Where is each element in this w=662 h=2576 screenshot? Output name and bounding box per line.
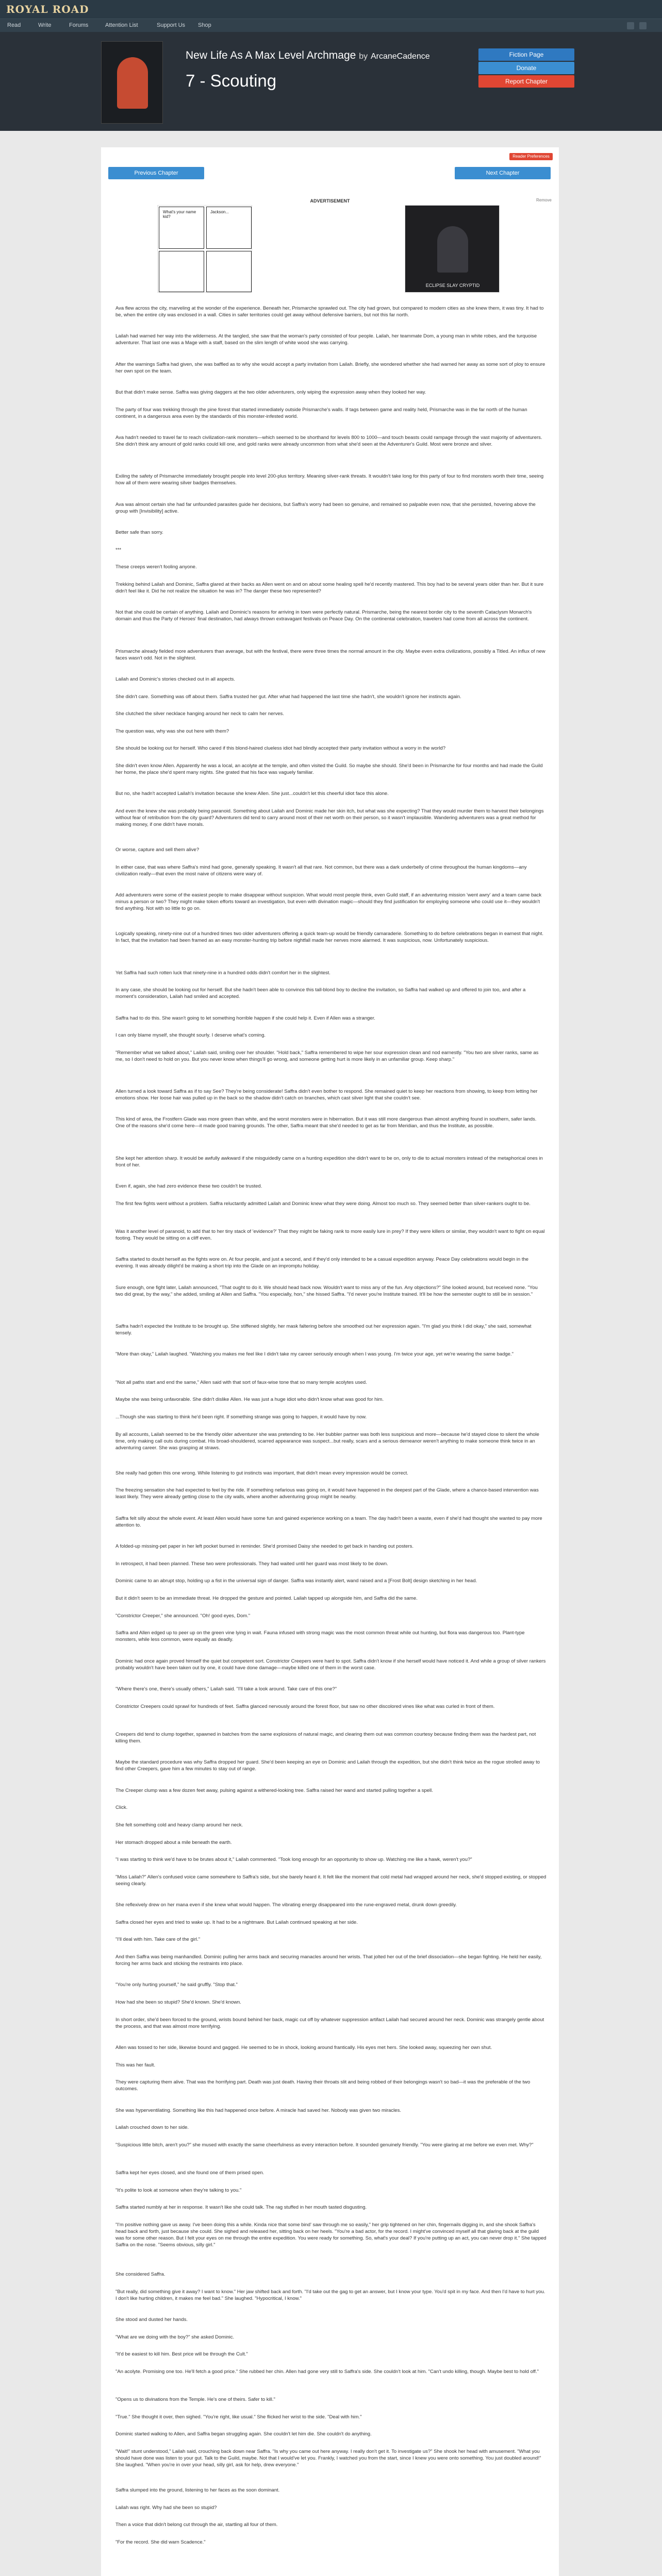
chapter-paragraph: "I'll deal with him. Take care of the girl." xyxy=(115,1937,201,1943)
chapter-paragraph: "Not all paths start and end the same," Allen said with that sort of faux-wise tone that so many temple acolytes used. xyxy=(115,1379,367,1385)
chapter-paragraph: Allen was tossed to her side, likewise bound and gagged. He seemed to be in shock, looking around frantically. His eyes met hers. She looked away, squeezing her own shut. xyxy=(115,2045,492,2050)
chapter-paragraph: "Suspicious little bitch, aren't you?" she mused with exactly the same cheerfulness as every interaction before. It sounded genuinely friendly. "You were glaring at me before we even met. Why?" xyxy=(115,2142,534,2148)
donate-button[interactable]: Donate xyxy=(478,62,574,74)
chapter-paragraph: "But really, did something give it away? I want to know." Her jaw shifted back and forth. "I'd take out the gag to get an answer, but I know your type. You'd spit in my face. And then I'd have to hurt you. I don't like hurting children, it makes me feel bad." She laughed. "Hypocritical, I know." xyxy=(115,2289,545,2301)
fiction-title[interactable]: New Life As A Max Level Archmage by ArcaneCadence xyxy=(186,49,430,61)
nav-item-write[interactable]: Write xyxy=(38,22,52,28)
chapter-paragraph: Saffra felt silly about the whole event. At least Allen would have some fun and gained experience working on a team. The day hadn't been a waste, even if she'd had thought she wanted to pay more attention to. xyxy=(115,1515,542,1528)
chapter-paragraph: A folded-up missing-pet paper in her left pocket burned in reminder. She'd promised Daisy she needed to get back in handing out posters. xyxy=(115,1544,413,1550)
chapter-paragraph: She kept her attention sharp. It would be awfully awkward if she misguidedly came on a hunting expedition she didn't want to be on, only to die to actual monsters instead of the metaphorical ones in front of her. xyxy=(115,1155,543,1168)
chapter-title: 7 - Scouting xyxy=(186,71,277,90)
chapter-paragraph: Ava hadn't needed to travel far to reach civilization-rank monsters—which seemed to be shorthand for levels 800 to 1000—and touch beasts could rampage through the vast majority of adventurers. She didn't think any amount of gold ranks could kill one, and gold ranks were already uncommon from what she'd seen at the Adventurer's Guild. Most were bronze and silver. xyxy=(115,435,542,448)
next-chapter-button[interactable]: Next Chapter xyxy=(455,167,551,179)
chapter-paragraph: "Miss Lailah?" Allen's confused voice came somewhere to Saffra's side, but she barely heard it. It felt like the moment that cold metal had wrapped around her neck, she'd stopped existing, or stopped seeing clearly. xyxy=(115,1874,547,1887)
chapter-paragraph: By all accounts, Lailah seemed to be the friendly older adventurer she was pretending to be. Her bubbler partner was both less suspicious and more—because he'd stayed close to silent the whole time, only making call outs during combat. His broad-shouldered, scarred appearance was suspect...but really, scars and a serious demeanor weren't anything to make someone think twice in an adventuring career. She was grasping at straws. xyxy=(115,1431,539,1451)
user-menu-icon[interactable] xyxy=(639,22,647,29)
notifications-icon[interactable] xyxy=(627,22,634,29)
chapter-paragraph: "For the record. She did warn Scadence." xyxy=(115,2539,206,2545)
chapter-paragraph: Add adventurers were some of the easiest people to make disappear without suspicion. What would most people think, even Guild staff, if an adventuring mission 'went awry' and a team came back minus a person or two? They might make token efforts toward an investigation, but even with divination magic—should they find justification for employing someone who could use it—they wouldn't find anything. Not with so little to go on. xyxy=(115,892,542,912)
chapter-paragraph: Ava flew across the city, marveling at the wonder of the experience. Beneath her, Prismarche sprawled out. The city had grown, but compared to modern cities as she knew them, it was tiny. It had to be, when the entire city was enclosed in a wall. Cities in safer territories could get away without defensive barriers, but not this far north. xyxy=(115,306,544,318)
chapter-paragraph: She clutched the silver necklace hanging around her neck to calm her nerves. xyxy=(115,711,284,717)
chapter-paragraph: "True." She thought it over, then sighed. "You're right, like usual." She flicked her wrist to the side. "Deal with him." xyxy=(115,2414,362,2420)
chapter-paragraph: She reflexively drew on her mana even if she knew what would happen. The vibrating energy disappeared into the rune-engraved metal, drunk down greedily. xyxy=(115,1902,457,1908)
chapter-paragraph: She felt something cold and heavy clamp around her neck. xyxy=(115,1822,243,1828)
chapter-paragraph: After the warnings Saffra had given, she was baffled as to why she would accept a party invitation from Lailah. Briefly, she wondered whether she had warned her away as some sort of ploy to ensure her own spot on the team. xyxy=(115,361,545,374)
nav-item-support-us[interactable]: Support Us xyxy=(157,22,186,28)
chapter-paragraph: Lailah had warned her way into the wilderness. At the tangled, she saw that the woman's party consisted of four people. Lailah, her teammate Dom, a young man in white robes, and the turquoise adventurer. That last one was a Mage with a staff, based on the slim length of white wood she was carrying. xyxy=(115,333,537,346)
chapter-paragraph: Dominic came to an abrupt stop, holding up a fist in the universal sign of danger. Saffra was instantly alert, wand raised and a [Frost Bolt] design sketching in her head. xyxy=(115,1578,477,1584)
chapter-paragraph: Dominic had once again proved himself the quiet but competent sort. Constrictor Creepers were hard to spot. Saffra didn't know if she herself would have noticed it. And while a group of silver rankers probably wouldn't have been taken out by one, it could have done damage—maybe killed one of them in the worst case. xyxy=(115,1658,546,1671)
chapter-paragraph: And even the knew she was probably being paranoid. Something about Lailah and Dominic made her skin itch, but what was she expecting? That they would murder them to harvest their belongings without fear of retribution from the city guard? Adventurers did tend to carry around most of their net worth on their person, so it wasn't implausible. Wandering adventurers was a great method for making money, if one didn't have morals. xyxy=(115,808,544,827)
chapter-paragraph: The Creeper clump was a few dozen feet away, pulsing against a withered-looking tree. Saffra raised her wand and started pulling together a spell. xyxy=(115,1787,433,1793)
chapter-paragraph: Lailah was right. Why had she been so stupid? xyxy=(115,2504,217,2511)
fiction-cover-image[interactable] xyxy=(101,41,163,124)
reader-preferences-button[interactable]: Reader Preferences xyxy=(509,153,553,160)
chapter-paragraph: She really had gotten this one wrong. While listening to gut instincts was important, that didn't mean every impression would be correct. xyxy=(115,1470,408,1476)
chapter-paragraph: "Opens us to divinations from the Temple. He's one of theirs. Safer to kill." xyxy=(115,2397,275,2403)
chapter-paragraph: Lailah and Dominic's stories checked out in all aspects. xyxy=(115,676,236,682)
chapter-paragraph: This was her fault. xyxy=(115,2062,156,2068)
chapter-paragraph: This kind of area, the Frostfern Glade was more green than white, and the worst monsters were in hibernation. But it was still more dangerous than almost anything found in southern, safer lands. One of the reasons she'd come here—it made good training grounds. The other, Saffra meant that she'd needed to get as far from Meridian, and thus the Institute, as possible. xyxy=(115,1116,537,1129)
chapter-paragraph: Was it another level of paranoid, to add that to her tiny stack of 'evidence?' That they might be faking rank to more easily lure in prey? If they were killers or similar, they wouldn't want to fight on equal footing. They would be sitting on a cliff even. xyxy=(115,1229,545,1241)
chapter-paragraph: In retrospect, it had been planned. These two were professionals. They had waited until her guard was most likely to be down. xyxy=(115,1561,388,1567)
chapter-paragraph: Saffra had to do this. She wasn't going to let something horrible happen if she could help it. Even if Allen was a stranger. xyxy=(115,1015,375,1021)
chapter-paragraph: Saffra started to doubt herself as the fights wore on. At four people, and just a second, and if they'd only intended to be a casual expedition anyway. Peace Day celebrations would begin in the evening. It was already dilight'd be making a short trip into the Glade on an impromptu holiday. xyxy=(115,1257,529,1269)
chapter-paragraph: In short order, she'd been forced to the ground, wrists bound behind her back, magic cut off by whatever suppression artifact Lailah had secured around her neck. Dominic was strangely gentle about the process, and that was almost more terrifying. xyxy=(115,2016,544,2029)
chapter-paragraph: The party of four was trekking through the pine forest that started immediately outside Prismarche's walls. If tags between game and reality held, Prismarche was in the far north of the human continent, in a dangerous area even by the standards of this monster-infested world. xyxy=(115,406,527,419)
main-nav xyxy=(0,19,662,32)
chapter-paragraph: Prismarche already fielded more adventurers than average, but with the festival, there were three times the normal amount in the city. Maybe even extra civilizations, possibly a Titled. An influx of new faces wasn't odd. Not in the slightest. xyxy=(115,648,545,661)
site-header xyxy=(0,0,662,19)
chapter-paragraph: The question was, why was she out here with them? xyxy=(115,728,229,734)
chapter-paragraph: Saffra slumped into the ground, listening to her faces as the soon dominant. xyxy=(115,2487,280,2494)
nav-item-shop[interactable]: Shop xyxy=(198,22,211,28)
chapter-paragraph: "More than okay," Lailah laughed. "Watching you makes me feel like I didn't take my career seriously enough when I was young. I'm twice your age, yet we're wearing the same badge." xyxy=(115,1351,514,1358)
chapter-paragraph: She considered Saffra. xyxy=(115,2272,166,2277)
chapter-paragraph: They were capturing them alive. That was the horrifying part. Death was just death. Having their throats slit and being robbed of their belongings wasn't so bad—it was the preferable of the two outcomes. xyxy=(115,2079,531,2092)
chapter-paragraph: The first few fights went without a problem. Saffra reluctantly admitted Lailah and Dominic knew what they were doing. Almost too much so. They seemed better than silver-rankers ought to be. xyxy=(115,1200,531,1207)
chapter-paragraph: "What are we doing with the boy?" she asked Dominic. xyxy=(115,2334,235,2340)
chapter-paragraph: Not that she could be certain of anything. Lailah and Dominic's reasons for arriving in town were perfectly natural. Prismarche, being the nearest border city to the seventh Cataclysm Monarch's domain and thus the Party of Heroes' final destination, had always thrown extravagant festivals on Peace Day. On the continental celebration, travelers had come from all across the continent. xyxy=(115,609,532,622)
chapter-paragraph: But it didn't seem to be an immediate threat. He dropped the gesture and pointed. Lailah tapped up alongside him, and Saffra did the same. xyxy=(115,1596,418,1601)
chapter-paragraph: Creepers did tend to clump together, spawned in batches from the same explosions of natural magic, and clearing them out was common courtesy because finding them was the hardest part, not killing them. xyxy=(115,1732,536,1744)
chapter-paragraph: "You're only hurting yourself," he said gruffly. "Stop that." xyxy=(115,1982,238,1988)
chapter-paragraph: In either case, that was where Saffra's mind had gone, generally speaking. It wasn't all that rare. Not common, but there was a dark underbelly of crime throughout the human kingdoms—any civilization really—that even the most naive of citizens were wary of. xyxy=(115,864,527,877)
game-ad-eclipse[interactable]: ECLIPSE SLAY CRYPTID xyxy=(405,205,500,293)
chapter-paragraph: But that didn't make sense. Saffra was giving daggers at the two older adventurers, only wiping the expression away when they looked her way. xyxy=(115,389,426,396)
chapter-paragraph: "Remember what we talked about," Lailah said, smiling over her shoulder. "Hold back," Saffra remembered to wipe her sour expression clean and nod earnestly. "You two are silver ranks, same as me, so I don't need to hold on you. But you never know when things'll go wrong, and someone getting hurt is more likely in an unfamiliar group. Keep sharp." xyxy=(115,1049,539,1062)
report-chapter-button[interactable]: Report Chapter xyxy=(478,75,574,88)
chapter-paragraph: "An acolyte. Promising one too. He'll fetch a good price." She rubbed her chin. Allen had gone very still to Saffra's side. She couldn't look at him. "Can't undo killing, though. Maybe best to hold off." xyxy=(115,2368,539,2375)
chapter-paragraph: She should be looking out for herself. Who cared if this blond-haired clueless idiot had blindly accepted their party invitation without a worry in the world? xyxy=(115,745,446,752)
chapter-paragraph: In any case, she should be looking out for herself. But she hadn't been able to convince this tall-blond boy to decline the invitation, so Saffra had walked up and offered to join too, and after a moment's consideration, Lailah had smiled and accepted. xyxy=(115,987,526,1000)
comic-ad[interactable] xyxy=(157,205,252,293)
chapter-paragraph: Saffra hadn't expected the Institute to be brought up. She stiffened slightly, her mask faltering before she smoothed out her expression again. "I'm glad you think I did okay," she said, somewhat tensely. xyxy=(115,1324,532,1336)
nav-item-read[interactable]: Read xyxy=(7,22,21,28)
advertisement-label: ADVERTISEMENT xyxy=(310,198,350,204)
fiction-author-link[interactable]: ArcaneCadence xyxy=(370,52,430,61)
chapter-paragraph: How had she been so stupid? She'd known. She'd known. xyxy=(115,1999,241,2005)
chapter-paragraph: Even if, again, she had zero evidence these two couldn't be trusted. xyxy=(115,1183,262,1189)
chapter-paragraph: These creeps weren't fooling anyone. xyxy=(115,564,197,570)
chapter-paragraph: And then Saffra was being manhandled. Dominic pulling her arms back and securing manacles around her wrists. That jolted her out of the brief dissociation—she began fighting. He held her easily, forcing her arms back and sticking the restraints into place. xyxy=(115,1954,542,1967)
chapter-paragraph: I can only blame myself, she thought sourly. I deserve what's coming. xyxy=(115,1032,266,1039)
nav-item-forums[interactable]: Forums xyxy=(69,22,89,28)
chapter-paragraph: Her stomach dropped about a mile beneath the earth. xyxy=(115,1839,232,1845)
chapter-paragraph: "I was starting to think we'd have to be brutes about it," Lailah commented. "Took long enough for an opportunity to show up. Watching me like a hawk, weren't you?" xyxy=(115,1857,472,1863)
chapter-paragraph: Allen turned a look toward Saffra as if to say See? They're being considerate! Saffra didn't even bother to respond. She remained quiet to keep her reactions from showing, to keep from letting her emotions show. Her loose hair was pulled up in the back so the shadow didn't catch on branches, which cast silver light that she couldn't see. xyxy=(115,1089,538,1101)
chapter-paragraph: Better safe than sorry. xyxy=(115,530,163,536)
chapter-paragraph: Saffra closed her eyes and tried to wake up. It had to be a nightmare. But Lailah continued speaking at her side. xyxy=(115,1919,358,1925)
chapter-paragraph: Saffra and Allen edged up to peer up on the green vine lying in wait. Fauna infused with strong magic was the most common threat while out hunting, but flora was dangerous too. Plant-type monsters, while less common, were equally as deadly. xyxy=(115,1630,525,1643)
chapter-paragraph: Sure enough, one fight later, Lailah announced, "That ought to do it. We should head back now. Wouldn't want to miss any of the fun. Any objections?" She looked around, but received none. "You two did great, by the way," she added, smiling at Allen and Saffra. "You especially, hon," she hissed Saffra. "I'd never you're Institute trained. It'll be how the semester ought to still be in session." xyxy=(115,1284,538,1297)
chapter-paragraph: Constrictor Creepers could sprawl for hundreds of feet. Saffra glanced nervously around the forest floor, but saw no other discolored vines like what was curled in front of them. xyxy=(115,1703,495,1709)
chapter-paragraph: Lailah crouched down to her side. xyxy=(115,2125,189,2131)
chapter-paragraph: *** xyxy=(115,547,122,553)
chapter-paragraph: Logically speaking, ninety-nine out of a hundred times two older adventurers offering a quick team-up would be friendly camaraderie. Something to do before celebrations began in earnest that night. In fact, that the invitation had been framed as an easy monster-hunting trip before nightfall made her nerves more alarmed. It was suspicious, now. Unfortunately suspicious. xyxy=(115,931,543,944)
chapter-paragraph: The freezing sensation she had expected to feel by the ride. If something nefarious was going on, it would have happened in the deepest part of the Glade, where a chance-based intervention was least likely. They were already getting close to the city walls, where another adventuring group might be nearby. xyxy=(115,1487,539,1500)
chapter-paragraph: Saffra started numbly at her in response. It wasn't like she could talk. The rag stuffed in her mouth tasted disgusting. xyxy=(115,2205,367,2211)
comic-speech-2: Jackson... xyxy=(210,210,229,214)
fiction-page-button[interactable]: Fiction Page xyxy=(478,48,574,61)
chapter-paragraph: "It'd be easiest to kill him. Best price will be through the Cult." xyxy=(115,2351,248,2358)
comic-speech-1: What's your name kid? xyxy=(163,210,196,219)
chapter-paragraph: She didn't care. Something was off about them. Saffra trusted her gut. After what had happened the last time she hadn't, she wouldn't ignore her instincts again. xyxy=(115,693,461,700)
chapter-paragraph: "I'm positive nothing gave us away. I've been doing this a while. Kinda nice that some bind' saw through me so easily," her grip tightened on her chin, fingernails digging in, and she shook Saffra's head back and forth, just because she could. She sighed and released her, sitting back on her heels. "You're a bad actor, for the record. I might've convinced myself all that glaring back at the guild was for some other reason. But I felt your eyes on me through the entire expedition. You were ready for something. So, what's your deal? If you're putting up an act, you can never drop it." She tapped Saffra on the nose. "Seems obvious, silly girl." xyxy=(115,2222,547,2248)
chapter-paragraph: Maybe the standard procedure was why Saffra dropped her guard. She'd been keeping an eye on Dominic and Lailah through the expedition, but she didn't think twice as the rogue strolled away to find other Creepers, gave him a few minutes to stay out of range. xyxy=(115,1759,540,1772)
chapter-paragraph: Trekking behind Lailah and Dominic, Saffra glared at their backs as Allen went on and on about some healing spell he'd recently mastered. This boy had to be several years older than her. But it sure didn't feel like it. Did he not realize the situation he was in? The danger these two represented? xyxy=(115,582,544,594)
previous-chapter-button[interactable]: Previous Chapter xyxy=(108,167,204,179)
site-logo[interactable]: ROYAL ROAD xyxy=(6,3,89,15)
chapter-paragraph: Saffra kept her eyes closed, and she found one of them prised open. xyxy=(115,2170,264,2176)
chapter-paragraph: Or worse, capture and sell them alive? xyxy=(115,847,200,853)
chapter-paragraph: Yet Saffra had such rotten luck that ninety-nine in a hundred odds didn't comfort her in the slightest. xyxy=(115,970,330,976)
chapter-paragraph: Maybe she was being unfavorable. She didn't dislike Allen. He was just a huge idiot who didn't know what was good for him. xyxy=(115,1397,384,1403)
chapter-paragraph: She stood and dusted her hands. xyxy=(115,2317,188,2323)
chapter-paragraph: Exiling the safety of Prismarche immediately brought people into level 200-plus territory. Meaning silver-rank threats. It wouldn't take long for this party of four to find monsters worth their time, seeing how all of them were wearing silver badges themselves. xyxy=(115,473,544,486)
chapter-paragraph: "Wait!" stunt understood," Lailah said, crouching back down near Saffra. "Is why you came out here anyway. I really don't get it. To investigate us?" She shook her head with amusement. "What you should have done was listen to your gut. Talk to the Guild, maybe. Not that I would've let you. Frankly, I watched you from the start, since I knew you were onto something. You just doubled around!" She laughed. "When you're in over your head, silly girl, ask for help, drew everyone." xyxy=(115,2449,541,2468)
chapter-paragraph: But no, she hadn't accepted Lailah's invitation because she knew Allen. She just...couldn't let this cheerful idiot face this alone. xyxy=(115,791,389,797)
chapter-paragraph: She didn't even know Allen. Apparently he was a local, an acolyte at the temple, and often visited the Guild. So maybe she should. She'd been in Prismarche for four months and had made the Guild her home, the place she'd spent many nights. She grated that his face was vaguely familiar. xyxy=(115,763,543,775)
chapter-paragraph: Ava was almost certain she had far unfounded parasites guide her decisions, but Saffra's worry had been so genuine, and remained so palpable even now, that she persisted, hovering above the group with [Invisibility] active. xyxy=(115,501,536,514)
chapter-paragraph: Click. xyxy=(115,1805,128,1811)
chapter-paragraph: "Constrictor Creeper," she announced. "Oh! good eyes, Dom." xyxy=(115,1613,251,1619)
chapter-paragraph: "Where there's one, there's usually others," Lailah said. "I'll take a look around. Take care of this one?" xyxy=(115,1686,337,1692)
chapter-paragraph: Then a voice that didn't belong cut through the air, startling all four of them. xyxy=(115,2522,278,2528)
chapter-paragraph: Dominic started walking to Allen, and Saffra began struggling again. She couldn't let him die. She couldn't do anything. xyxy=(115,2431,372,2437)
chapter-paragraph: "It's polite to look at someone when they're talking to you." xyxy=(115,2187,242,2193)
nav-item-attention-list[interactable]: Attention List xyxy=(105,22,138,28)
chapter-paragraph: ...Though she was starting to think he'd been right. If something strange was going to happen, it would have by now. xyxy=(115,1414,367,1420)
chapter-paragraph: She was hyperventilating. Something like this had happened once before. A miracle had saved her. Nobody was given two miracles. xyxy=(115,2107,401,2113)
remove-ad-link[interactable]: Remove xyxy=(536,198,552,202)
